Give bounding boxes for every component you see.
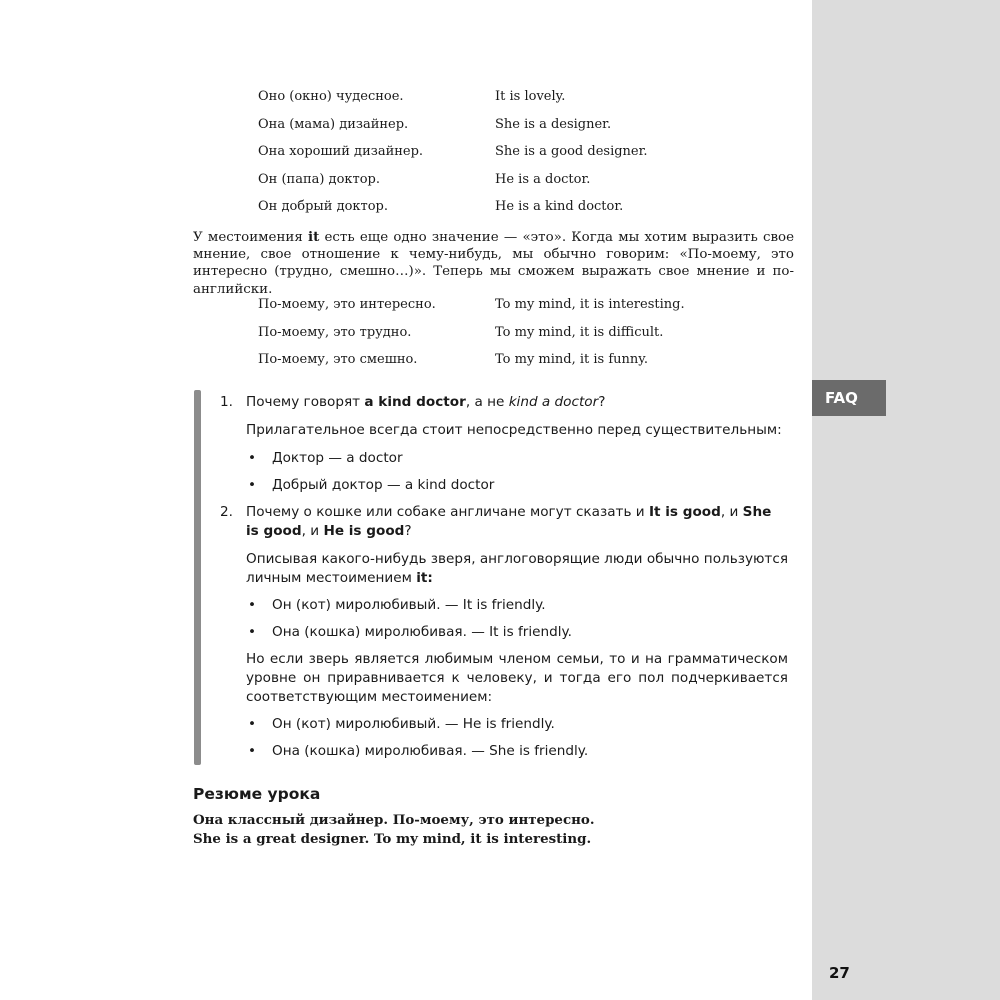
question-text: ? [598,394,606,410]
question-bold: She is good [246,504,772,539]
english-phrase: He is a doctor. [495,171,591,187]
russian-phrase: Он добрый доктор. [258,199,389,215]
bullet-icon: • [248,743,257,759]
bullet-icon: • [248,450,257,466]
faq-answer-2a [220,550,788,588]
faq-block [220,393,788,761]
question-text: , и [720,504,743,520]
answer-bold: it: [416,570,433,586]
question-bold: a kind doctor [364,394,466,410]
english-phrase: To my mind, it is difficult. [495,324,664,340]
russian-phrase: Он (папа) доктор. [258,171,380,187]
bullet-text: Она (кошка) миролюбивая. — She is friendly. [272,743,589,759]
english-phrase: It is lovely. [495,89,566,104]
answer-text: Описывая какого-нибудь зверя, англоговорящие люди обычно пользуются личным местоимением [246,551,788,586]
paragraph-bold-it: it [308,229,320,245]
list-item [220,715,788,734]
summary-english-line: She is a great designer. To my mind, it is interesting. [193,831,592,847]
faq-answer-1: Прилагательное всегда стоит непосредственно перед существительным: [246,422,782,438]
paragraph-text: У местоимения [193,230,308,245]
faq-answer-2b: Но если зверь является любимым членом семьи, то и на грамматическом уровне он приравнивается к человеку, и тогда его пол подчеркивается соответствующим местоимением: [246,651,788,705]
list-item [220,596,788,615]
faq-section-tab: FAQ [812,380,886,416]
question-number: 2. [220,504,233,520]
list-item [220,449,788,468]
explanation-paragraph [193,229,794,298]
question-text: Почему говорят [246,394,365,410]
list-item [220,476,788,495]
summary-russian-line: Она классный дизайнер. По-моему, это интересно. [193,812,595,828]
bullet-icon: • [248,477,257,493]
question-text: ? [404,523,412,539]
bullet-text: Доктор — a doctor [272,450,403,466]
english-phrase: To my mind, it is interesting. [495,297,685,312]
list-item [220,623,788,642]
bullet-text: Он (кот) миролюбивый. — He is friendly. [272,716,555,732]
page-number: 27 [829,964,850,982]
russian-phrase: По-моему, это интересно. [258,297,436,312]
russian-phrase: Она хороший дизайнер. [258,144,424,160]
faq-question-1 [220,393,788,412]
english-phrase: To my mind, it is funny. [495,352,649,368]
question-number: 1. [220,394,233,410]
question-italic: kind a doctor [508,394,599,410]
paragraph-text: есть еще одно значение — «это». Когда мы хотим выразить свое мнение, свое отношение к чему-нибудь, мы обычно говорим: «По-моему, это интересно (трудно, смешно…)». Теперь мы сможем выражать свое мнение и по-английски. [193,230,795,297]
bullet-icon: • [248,597,257,613]
bullet-text: Добрый доктор — a kind doctor [272,477,495,493]
faq-question-2 [220,503,788,541]
bullet-text: Он (кот) миролюбивый. — It is friendly. [272,597,546,613]
english-phrase: She is a designer. [495,116,612,132]
question-bold: He is good [323,523,405,539]
summary-heading: Резюме урока [193,785,321,803]
faq-vertical-bar [194,390,201,765]
russian-phrase: По-моему, это смешно. [258,352,418,368]
question-text: Почему о кошке или собаке англичане могут сказать и [246,504,649,520]
bullet-icon: • [248,716,257,732]
side-margin-strip [812,0,1000,1000]
question-bold: It is good [648,504,721,520]
bullet-icon: • [248,624,257,640]
russian-phrase: Она (мама) дизайнер. [258,116,409,132]
bullet-text: Она (кошка) миролюбивая. — It is friendly. [272,624,572,640]
english-phrase: She is a good designer. [495,144,648,160]
russian-phrase: Оно (окно) чудесное. [258,89,404,104]
english-phrase: He is a kind doctor. [495,199,624,215]
list-item [220,742,788,761]
question-text: , и [301,523,324,539]
question-text: , а не [465,394,509,410]
russian-phrase: По-моему, это трудно. [258,324,412,340]
